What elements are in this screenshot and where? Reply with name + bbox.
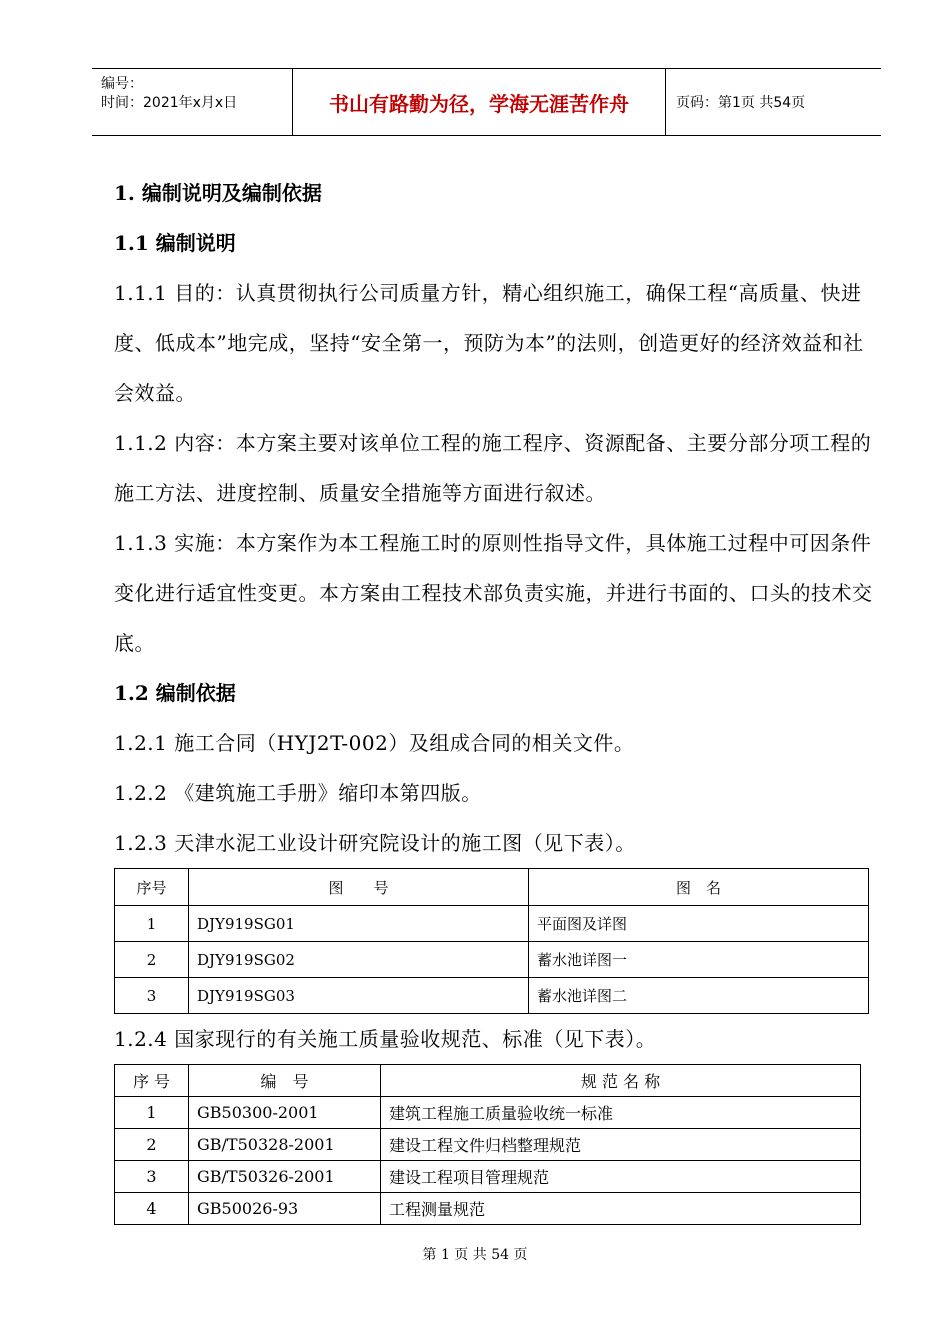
table-cell: 3: [115, 1161, 189, 1193]
table-header-cell: 序 号: [115, 1065, 189, 1097]
table-row: [115, 1129, 861, 1161]
table-cell: GB50300-2001: [189, 1097, 381, 1129]
drawings-table: [114, 868, 869, 1014]
table-cell: DJY919SG01: [189, 906, 529, 942]
table-header-row: [115, 869, 869, 906]
table-header-cell: 规 范 名 称: [381, 1065, 861, 1097]
table-cell: DJY919SG03: [189, 978, 529, 1014]
table-row: [115, 978, 869, 1014]
table-cell: 平面图及详图: [529, 906, 869, 942]
table-cell: 2: [115, 942, 189, 978]
table-cell: GB/T50326-2001: [189, 1161, 381, 1193]
header-page-info: 页码：第1页 共54页: [676, 95, 806, 111]
table-row: [115, 1193, 861, 1225]
standards-table: [114, 1064, 861, 1225]
table-header-row: [115, 1065, 861, 1097]
header-motto: 书山有路勤为径，学海无涯苦作舟: [293, 69, 666, 135]
paragraph-1-2-2: 1.2.2 《建筑施工手册》缩印本第四版。: [114, 781, 482, 805]
paragraph-1-1-1: 1.1.1 目的：认真贯彻执行公司质量方针，精心组织施工，确保工程“高质量、快进度、低成本”地完成，坚持“安全第一，预防为本”的法则，创造更好的经济效益和社会效益。: [114, 281, 864, 405]
table-cell: 蓄水池详图一: [529, 942, 869, 978]
table-cell: GB/T50328-2001: [189, 1129, 381, 1161]
paragraph-1-1-2: 1.1.2 内容：本方案主要对该单位工程的施工程序、资源配备、主要分部分项工程的施工方法、进度控制、质量安全措施等方面进行叙述。: [114, 431, 872, 505]
header-time: 时间：2021年x月x日: [101, 95, 238, 111]
table-cell: 建设工程项目管理规范: [381, 1161, 861, 1193]
paragraph-1-1-3: 1.1.3 实施：本方案作为本工程施工时的原则性指导文件，具体施工过程中可因条件变化进行适宜性变更。本方案由工程技术部负责实施，并进行书面的、口头的技术交底。: [114, 531, 873, 655]
paragraph-1-2-1: 1.2.1 施工合同（HYJ2T-002）及组成合同的相关文件。: [114, 731, 635, 755]
table-cell: GB50026-93: [189, 1193, 381, 1225]
header-meta: [92, 69, 293, 135]
paragraph-1-2-3: 1.2.3 天津水泥工业设计研究院设计的施工图（见下表）。: [114, 831, 636, 855]
table-header-cell: 图 名: [529, 869, 869, 906]
paragraph-1-2-4: 1.2.4 国家现行的有关施工质量验收规范、标准（见下表）。: [114, 1027, 657, 1051]
table-cell: DJY919SG02: [189, 942, 529, 978]
table-header-cell: 图 号: [189, 869, 529, 906]
table-header-cell: 序号: [115, 869, 189, 906]
section-heading-1-2: 1.2 编制依据: [114, 681, 236, 705]
page-header: [92, 68, 881, 136]
table-cell: 建筑工程施工质量验收统一标准: [381, 1097, 861, 1129]
page-footer: 第 1 页 共 54 页: [422, 1247, 528, 1263]
table-row: [115, 942, 869, 978]
table-cell: 工程测量规范: [381, 1193, 861, 1225]
table-cell: 1: [115, 906, 189, 942]
section-heading-1: 1. 编制说明及编制依据: [114, 181, 322, 205]
section-heading-1-1: 1.1 编制说明: [114, 231, 236, 255]
table-cell: 建设工程文件归档整理规范: [381, 1129, 861, 1161]
table-cell: 3: [115, 978, 189, 1014]
table-cell: 1: [115, 1097, 189, 1129]
table-cell: 蓄水池详图二: [529, 978, 869, 1014]
document-body: [114, 168, 874, 1225]
header-number: 编号：: [101, 76, 143, 92]
table-header-cell: 编 号: [189, 1065, 381, 1097]
table-row: [115, 906, 869, 942]
table-row: [115, 1097, 861, 1129]
table-row: [115, 1161, 861, 1193]
table-cell: 4: [115, 1193, 189, 1225]
table-cell: 2: [115, 1129, 189, 1161]
